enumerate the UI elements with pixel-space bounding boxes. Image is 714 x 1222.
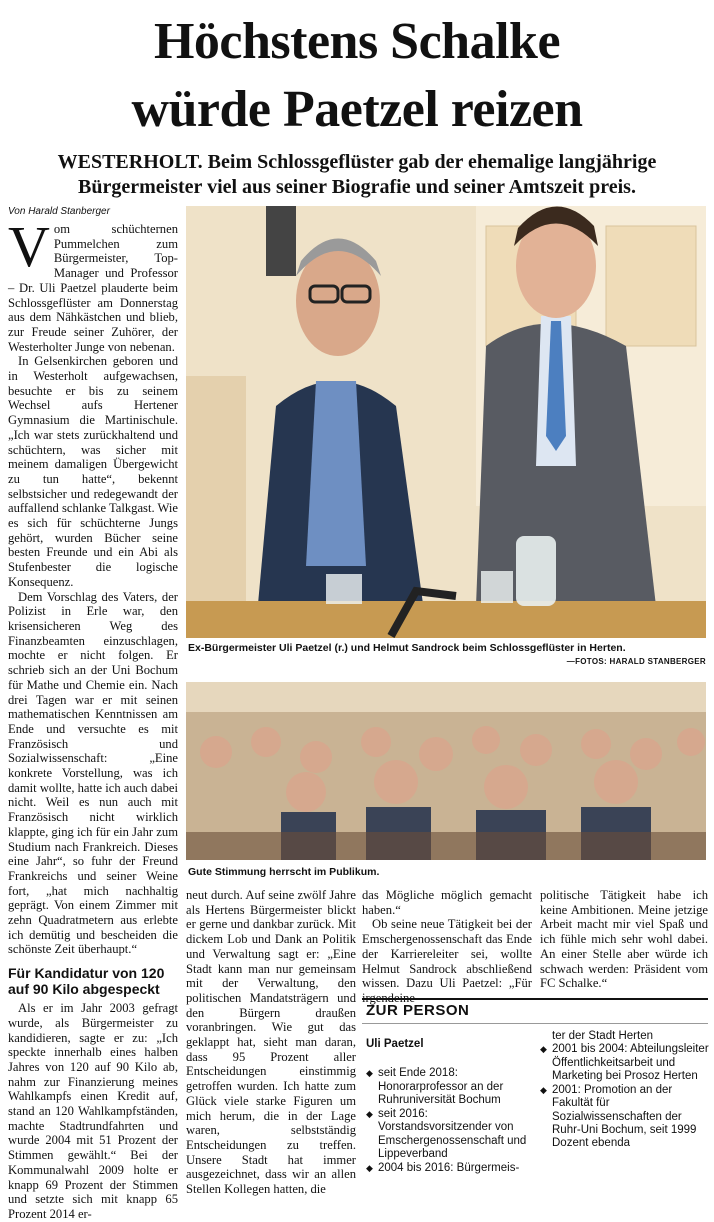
photo-credit: —FOTOS: HARALD STANBERGER (566, 657, 706, 666)
headline-line-1: Höchstens Schalke (153, 13, 561, 70)
bio-item: ◆ seit Ende 2018: Honorarprofessor an der Ruhruniversität Bochum (366, 1067, 536, 1107)
photo-illustration (186, 206, 706, 638)
bio-item: ◆ 2004 bis 2016: Bürgermeis- (366, 1162, 536, 1175)
paragraph: politische Tätigkeit habe ich keine Ambitionen. Meine jetzige Arbeit macht mir viel Spaß und ich fühle mich sehr wohl dabei. An einer Stelle aber würde ich schwach werden: Präsident vom FC Schalke.“ (540, 888, 708, 991)
subheadline: WESTERHOLT. Beim Schlossgeflüster gab der ehemalige langjährige Bürgermeister viel aus seiner Biografie und seiner Amtszeit preis. (57, 151, 657, 198)
audience-illustration (186, 682, 706, 860)
photo-caption-2: Gute Stimmung herrscht im Publikum. (188, 866, 380, 878)
paragraph: neut durch. Auf seine zwölf Jahre als Hertens Bürgermeister blickt er gerne und dankbar zurück. Mit dickem Lob und Dank an Politik und Verwaltung sagt er: „Eine Stadt kann man nur gemeinsam mit der Verwaltung, den politischen Mandatsträgern und den Bürgern draußen voranbringen. Wie gut das geklappt hat, sieht man daran, dass 95 Prozent aller Entscheidungen einstimmig getroffen wurden. Ich hatte zum Glück viele starke Figuren um mich herum, die in der Lage waren, selbstständig Entscheidungen zu treffen. Unsere Stadt hat immer ausgezeichnet, dass wir an allen Stellen Kollegen hatten, die (186, 888, 356, 1197)
info-box-zur-person (362, 998, 708, 1180)
paragraph: Dem Vorschlag des Vaters, der Polizist in Erle war, den krisensicheren Weg des Finanzbeamten einzuschlagen, mochte er nicht folgen. Er schrieb sich an der Uni Bochum für Mathe und Chemie ein. Nach drei Tagen war er mit seinen mathematischen Kenntnissen am Ende und versuchte es mit Französisch und Sozialwissenschaft: „Eine konkrete Vorstellung, was ich damit wollte, hatte ich auch dabei nicht. Weil es nun auch mit Französisch nicht wirklich klappte, ging ich für ein Jahr zum Studium nach Frankreich. Dieses eine Jahr“, so fuhr der Freund Frankreichs und seiner Weine fort, „hat mich nachhaltig geprägt. Von einem Zimmer mit zehn Quadratmetern aus erlebte ich demütig und bescheiden die schönste Zeit überhaupt.“ (8, 589, 178, 957)
article-column-3 (362, 888, 532, 1006)
drop-cap: V (8, 214, 50, 279)
info-box-name: Uli Paetzel (366, 1038, 424, 1050)
photo-caption-1: Ex-Bürgermeister Uli Paetzel (r.) und Helmut Sandrock beim Schlossgeflüster in Herten. (188, 642, 626, 654)
info-box-title: ZUR PERSON (362, 1000, 708, 1024)
headline-line-2: würde Paetzel reizen (131, 81, 583, 138)
lead-paragraph: Vom schüchternen Pummelchen zum Bürgermeister, Top-Manager und Professor – Dr. Uli Paetzel plauderte beim Schlossgeflüster am Donnerstag aus dem Nähkästchen und blieb, zur Freude seiner Zuhörer, der Westerholter Junge von nebenan. (8, 214, 178, 354)
section-subheading: Für Kandidatur von 120 auf 90 Kilo abgespeckt (8, 965, 165, 998)
info-box-column-right (540, 1030, 710, 1152)
bio-item-continuation: ter der Stadt Herten (552, 1030, 653, 1042)
article-column-2 (186, 888, 356, 1197)
article-column-1 (8, 214, 178, 1222)
bio-item: ◆ 2001 bis 2004: Abteilungsleiter Öffentlichkeitsarbeit und Marketing bei Prosoz Herten (540, 1043, 710, 1083)
paragraph: In Gelsenkirchen geboren und in Westerholt aufgewachsen, besuchte er bis zu seinem Wechsel aufs Hertener Gymnasium die Martinischule. „Ich war stets zurückhaltend und schüchtern, was sicher mit meinem damaligen Übergewicht zu tun hatte“, bekennt selbstsicher und redegewandt der auffallend schlanke Talkgast. Wie es sich für schüchterne Jungs gehört, wurden Bücher seine besten Freunde und ein Abi als Stufenbester die logische Konsequenz. (8, 354, 178, 589)
bio-item: ◆ seit 2016: Vorstandsvorsitzender von Emschergenossenschaft und Lippeverband (366, 1108, 536, 1161)
article-column-4 (540, 888, 708, 991)
photo-paetzel-sandrock (186, 206, 706, 638)
paragraph: das Mögliche möglich gemacht haben.“ (362, 888, 532, 917)
byline: Von Harald Stanberger (8, 206, 110, 217)
paragraph: Ob seine neue Tätigkeit bei der Emschergenossenschaft das Ende der Karriereleiter sei, wollte Helmut Sandrock abschließend wissen. Dazu Uli Paetzel: „Für irgendeine (362, 917, 532, 1005)
bio-item: ◆ 2001: Promotion an der Fakultät für Sozialwissenschaften der Ruhr-Uni Bochum, seit 1999 Dozent ebenda (540, 1084, 710, 1150)
info-box-column-left (366, 1030, 536, 1177)
paragraph: Als er im Jahr 2003 gefragt wurde, als Bürgermeister zu kandidieren, sagte er zu: „Ich speckte innerhalb eines halben Jahres von 120 auf 90 Kilo ab, nahm zur Finanzierung meines Wahlkampfs einen Kredit auf, stand an 120 Wahlkampfständen, machte Stadtrundfahrten und wurde 2004 mit 51 Prozent der Stimmen gewählt.“ Bei der Kommunalwahl 2009 holte er knapp 69 Prozent der Stimmen und setzte sich mit knapp 65 Prozent 2014 er- (8, 1001, 178, 1221)
photo-audience (186, 682, 706, 860)
